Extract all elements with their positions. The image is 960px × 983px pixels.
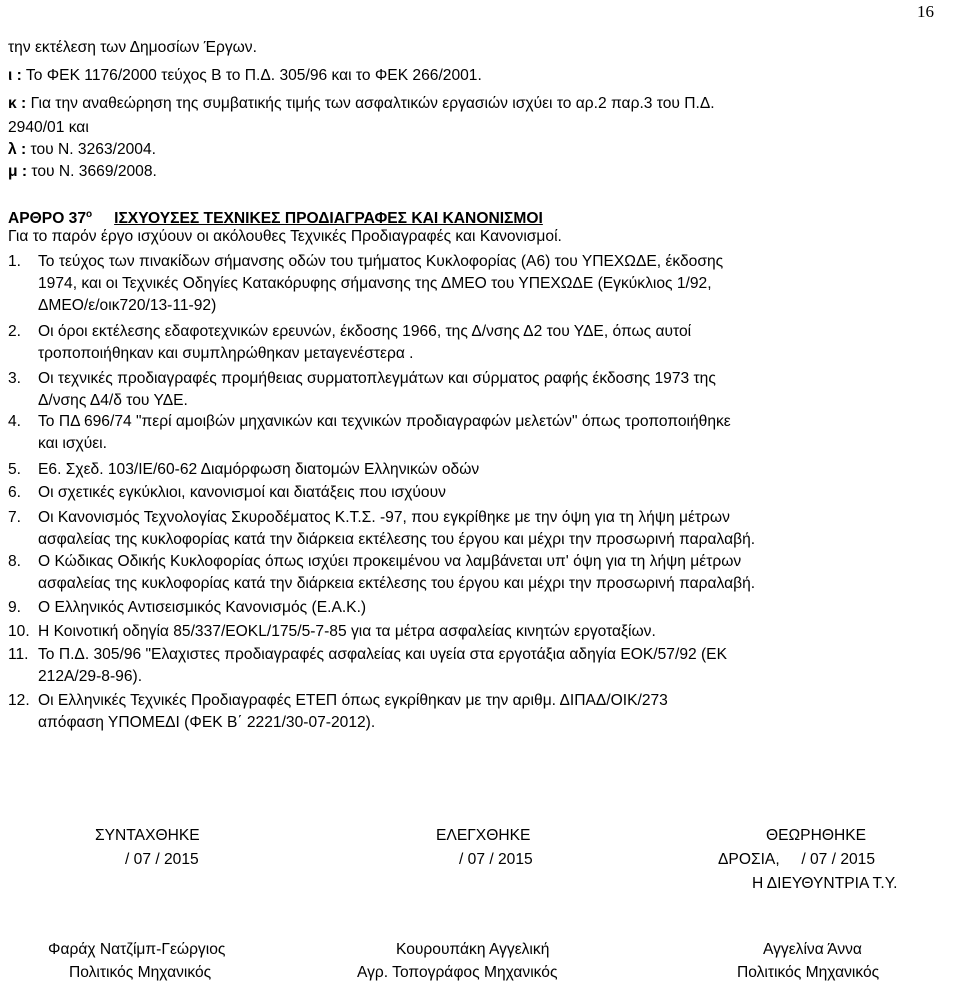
list-item-number: 1. <box>8 253 22 270</box>
list-item-text: Η Κοινοτική οδηγία 85/337/ΕΟΚL/175/5-7-85 για τα μέτρα ασφαλείας κινητών εργοταξίων. <box>38 623 656 640</box>
list-item-number: 10. <box>8 623 30 640</box>
list-item-number: 12. <box>8 692 30 709</box>
list-item-text: Οι σχετικές εγκύκλιοι, κανονισμοί και διατάξεις που ισχύουν <box>38 484 446 501</box>
clause-label: μ : <box>8 163 28 180</box>
signature-approved-date: ΔΡΟΣΙΑ, / 07 / 2015 <box>718 851 876 868</box>
list-item-number: 7. <box>8 509 22 526</box>
list-item-number: 6. <box>8 484 22 501</box>
clause-label: ι : <box>8 67 22 84</box>
article-intro: Για το παρόν έργο ισχύουν οι ακόλουθες Τεχνικές Προδιαγραφές και Κανονισμοί. <box>8 228 562 245</box>
signature-checked-role: Αγρ. Τοπογράφος Μηχανικός <box>357 964 558 981</box>
list-item-text: απόφαση ΥΠΟΜΕΔΙ (ΦΕΚ Β΄ 2221/30-07-2012). <box>38 714 376 731</box>
clause-k-continued: 2940/01 και <box>8 119 89 136</box>
list-item-text: Το Π.Δ. 305/96 "Ελαχιστες προδιαγραφές ασφαλείας και υγεία στα εργοτάξια αδηγία ΕΟΚ/57/92 (ΕΚ <box>38 646 727 663</box>
signature-checked-date: / 07 / 2015 <box>459 851 533 868</box>
signature-compiled-heading: ΣΥΝΤΑΧΘΗΚΕ <box>95 827 200 844</box>
article-title: ΙΣΧΥΟΥΣΕΣ ΤΕΧΝΙΚΕΣ ΠΡΟΔΙΑΓΡΑΦΕΣ ΚΑΙ ΚΑΝΟΝΙΣΜΟΙ <box>114 210 543 228</box>
clause-label: λ : <box>8 141 27 158</box>
list-item-number: 3. <box>8 370 22 387</box>
clause-k <box>8 94 715 113</box>
list-item-text: τροποποιήθηκαν και συμπληρώθηκαν μεταγενέστερα . <box>38 345 414 362</box>
list-item-number: 9. <box>8 599 22 616</box>
list-item-text: Οι όροι εκτέλεσης εδαφοτεχνικών ερευνών, έκδοσης 1966, της Δ/νσης Δ2 του ΥΔΕ, όπως αυτοί <box>38 323 692 340</box>
list-item-text: 212Α/29-8-96). <box>38 668 143 685</box>
clause-i <box>8 66 482 85</box>
signature-compiled-date: / 07 / 2015 <box>125 851 199 868</box>
list-item-text: 1974, και οι Τεχνικές Οδηγίες Κατακόρυφης σήμανσης της ΔΜΕΟ του ΥΠΕΧΩΔΕ (Εγκύκλιος 1/92, <box>38 275 712 292</box>
list-item-number: 5. <box>8 461 22 478</box>
signature-approved-heading: ΘΕΩΡΗΘΗΚΕ <box>766 827 867 844</box>
list-item-text: Ο Κώδικας Οδικής Κυκλοφορίας όπως ισχύει προκειμένου να λαμβάνεται υπ' όψη για τη λήψη μέτρων <box>38 553 742 570</box>
clause-label: κ : <box>8 95 27 112</box>
page-number: 16 <box>917 2 934 21</box>
signature-checked-heading: ΕΛΕΓΧΘΗΚΕ <box>436 827 531 844</box>
signature-approved-director: Η ΔΙΕΥΘΥΝΤΡΙΑ Τ.Υ. <box>752 875 898 892</box>
clause-m <box>8 162 157 181</box>
list-item-number: 8. <box>8 553 22 570</box>
clause-text: του Ν. 3669/2008. <box>27 163 157 180</box>
signature-compiled-role: Πολιτικός Μηχανικός <box>69 964 212 981</box>
clause-l <box>8 140 156 159</box>
list-item-text: ασφαλείας της κυκλοφορίας κατά την διάρκεια εκτέλεσης του έργου και μέχρι την προσωρινή παραλαβή. <box>38 575 756 592</box>
list-item-text: ΔΜΕΟ/ε/οικ720/13-11-92) <box>38 297 217 314</box>
list-item-number: 2. <box>8 323 22 340</box>
article-label: ΑΡΘΡΟ 37 <box>8 210 86 228</box>
signature-approved-name: Αγγελίνα Άννα <box>763 941 862 958</box>
article-superscript: ο <box>86 209 93 220</box>
signature-approved-role: Πολιτικός Μηχανικός <box>737 964 880 981</box>
list-item-text: Οι Ελληνικές Τεχνικές Προδιαγραφές ΕΤΕΠ όπως εγκρίθηκαν με την αριθμ. ΔΙΠΑΔ/ΟΙΚ/273 <box>38 692 668 709</box>
list-item-text: Το ΠΔ 696/74 "περί αμοιβών μηχανικών και τεχνικών προδιαγραφών μελετών" όπως τροποποιήθηκε <box>38 413 731 430</box>
signature-checked-name: Κουρουπάκη Αγγελική <box>396 941 550 958</box>
clause-text: του Ν. 3263/2004. <box>26 141 156 158</box>
signature-compiled-name: Φαράχ Νατζίμπ-Γεώργιος <box>48 941 226 958</box>
list-item-text: ασφαλείας της κυκλοφορίας κατά την διάρκεια εκτέλεσης του έργου και μέχρι την προσωρινή παραλαβή. <box>38 531 756 548</box>
article-heading <box>8 205 543 228</box>
list-item-text: Το τεύχος των πινακίδων σήμανσης οδών του τμήματος Κυκλοφορίας (Α6) του ΥΠΕΧΩΔΕ, έκδοσης <box>38 253 724 270</box>
list-item-number: 4. <box>8 413 22 430</box>
list-item-text: Οι τεχνικές προδιαγραφές προμήθειας συρματοπλεγμάτων και σύρματος ραφής έκδοσης 1973 της <box>38 370 716 387</box>
list-item-text: Ε6. Σχεδ. 103/ΙΕ/60-62 Διαμόρφωση διατομών Ελληνικών οδών <box>38 461 480 478</box>
intro-line: την εκτέλεση των Δημοσίων Έργων. <box>8 39 257 56</box>
clause-text: Για την αναθεώρηση της συμβατικής τιμής των ασφαλτικών εργασιών ισχύει το αρ.2 παρ.3 του Π.Δ. <box>26 95 715 112</box>
list-item-number: 11. <box>8 646 29 663</box>
list-item-text: Οι Κανονισμός Τεχνολογίας Σκυροδέματος Κ.Τ.Σ. -97, που εγκρίθηκε με την όψη για τη λήψη μέτρων <box>38 509 730 526</box>
clause-text: Το ΦΕΚ 1176/2000 τεύχος Β το Π.Δ. 305/96 και το ΦΕΚ 266/2001. <box>21 67 482 84</box>
list-item-text: Δ/νσης Δ4/δ του ΥΔΕ. <box>38 392 188 409</box>
list-item-text: και ισχύει. <box>38 435 107 452</box>
list-item-text: Ο Ελληνικός Αντισεισμικός Κανονισμός (Ε.Α.Κ.) <box>38 599 367 616</box>
